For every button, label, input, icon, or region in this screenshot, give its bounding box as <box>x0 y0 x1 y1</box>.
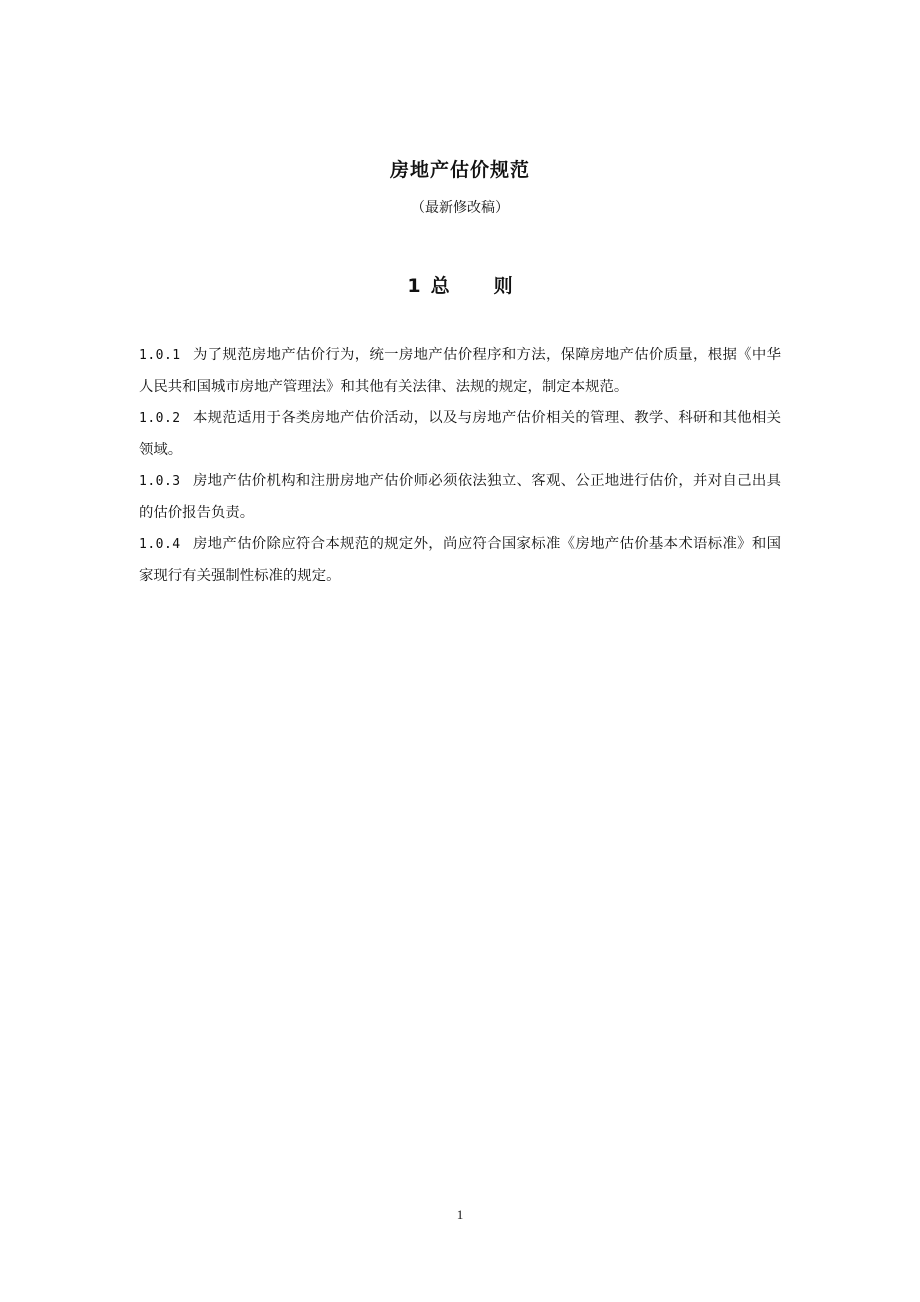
clause-1-0-4 <box>139 529 781 592</box>
chapter-title-part2: 则 <box>493 275 513 297</box>
document-subtitle: （最新修改稿） <box>411 200 509 216</box>
page-number: 1 <box>456 1207 464 1222</box>
clause-text: 本规范适用于各类房地产估价活动，以及与房地产估价相关的管理、教学、科研和其他相关领域。 <box>139 410 781 458</box>
clause-1-0-2 <box>139 403 781 466</box>
clause-number: 1.0.2 <box>139 411 181 426</box>
clause-number: 1.0.3 <box>139 474 181 489</box>
clause-text: 房地产估价机构和注册房地产估价师必须依法独立、客观、公正地进行估价，并对自己出具的估价报告负责。 <box>139 473 781 521</box>
chapter-heading <box>0 271 920 298</box>
clause-text: 房地产估价除应符合本规范的规定外，尚应符合国家标准《房地产估价基本术语标准》和国家现行有关强制性标准的规定。 <box>139 536 781 584</box>
clause-1-0-3 <box>139 466 781 529</box>
clause-list <box>139 340 781 592</box>
clause-number: 1.0.4 <box>139 537 181 552</box>
chapter-title-part1: 总 <box>430 275 450 297</box>
document-title: 房地产估价规范 <box>389 159 530 181</box>
clause-number: 1.0.1 <box>139 348 181 363</box>
clause-1-0-1 <box>139 340 781 403</box>
clause-text: 为了规范房地产估价行为，统一房地产估价程序和方法，保障房地产估价质量，根据《中华人民共和国城市房地产管理法》和其他有关法律、法规的规定，制定本规范。 <box>139 347 781 395</box>
chapter-number: 1 <box>407 275 421 297</box>
